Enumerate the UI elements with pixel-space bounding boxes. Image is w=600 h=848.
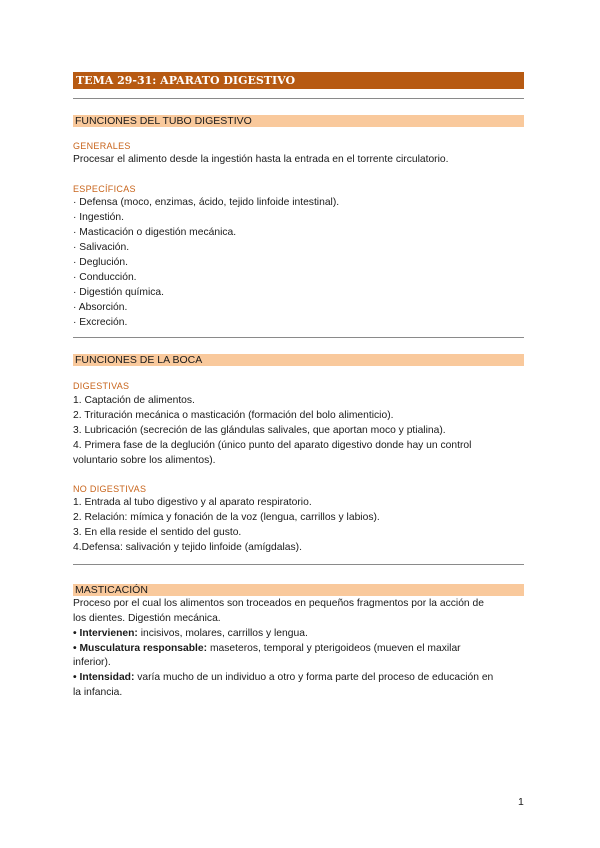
section-heading-tubo: FUNCIONES DEL TUBO DIGESTIVO xyxy=(73,115,524,127)
list-item: · Digestión química. xyxy=(73,287,164,298)
list-item: 4. Primera fase de la deglución (único punto del aparato digestivo donde hay un control xyxy=(73,440,472,451)
list-item: 1. Captación de alimentos. xyxy=(73,395,195,406)
divider xyxy=(73,98,524,99)
paragraph-line: los dientes. Digestión mecánica. xyxy=(73,613,221,624)
document-title: TEMA 29-31: APARATO DIGESTIVO xyxy=(73,72,524,89)
list-item: · Absorción. xyxy=(73,302,128,313)
list-item: 3. En ella reside el sentido del gusto. xyxy=(73,527,242,538)
subheading-digestivas: DIGESTIVAS xyxy=(73,381,130,391)
page-number: 1 xyxy=(518,796,524,808)
list-item: · Masticación o digestión mecánica. xyxy=(73,227,237,238)
intervienen-text: incisivos, molares, carrillos y lengua. xyxy=(137,628,308,639)
list-item: 1. Entrada al tubo digestivo y al aparato respiratorio. xyxy=(73,497,312,508)
musculatura-text: maseteros, temporal y pterigoideos (mueven el maxilar xyxy=(207,643,461,654)
list-item: 4.Defensa: salivación y tejido linfoide (amígdalas). xyxy=(73,542,302,553)
musculatura-line xyxy=(73,642,528,656)
generales-text: Procesar el alimento desde la ingestión hasta la entrada en el torrente circulatorio. xyxy=(73,154,449,165)
intensidad-text: varía mucho de un individuo a otro y forma parte del proceso de educación en xyxy=(134,672,494,683)
intervienen-line xyxy=(73,627,528,641)
paragraph-line: la infancia. xyxy=(73,687,123,698)
subheading-generales: GENERALES xyxy=(73,141,131,151)
musculatura-label: • Musculatura responsable: xyxy=(73,643,208,654)
list-item: · Deglución. xyxy=(73,257,128,268)
section-heading-masticacion: MASTICACIÓN xyxy=(73,584,524,596)
list-item: 2. Relación: mímica y fonación de la voz (lengua, carrillos y labios). xyxy=(73,512,380,523)
paragraph-line: Proceso por el cual los alimentos son troceados en pequeños fragmentos por la acción de xyxy=(73,598,484,609)
intensidad-line xyxy=(73,671,528,685)
list-item: 2. Trituración mecánica o masticación (formación del bolo alimenticio). xyxy=(73,410,394,421)
list-item: 3. Lubricación (secreción de las glándulas salivales, que aportan moco y ptialina). xyxy=(73,425,446,436)
divider xyxy=(73,337,524,338)
list-item: · Ingestión. xyxy=(73,212,124,223)
subheading-especificas: ESPECÍFICAS xyxy=(73,184,136,194)
list-item: · Salivación. xyxy=(73,242,130,253)
intensidad-label: • Intensidad: xyxy=(73,672,135,683)
subheading-no-digestivas: NO DIGESTIVAS xyxy=(73,484,147,494)
intervienen-label: • Intervienen: xyxy=(73,628,138,639)
section-heading-boca: FUNCIONES DE LA BOCA xyxy=(73,354,524,366)
list-item: · Defensa (moco, enzimas, ácido, tejido linfoide intestinal). xyxy=(73,197,340,208)
paragraph-line: inferior). xyxy=(73,657,111,668)
list-item: · Conducción. xyxy=(73,272,137,283)
divider xyxy=(73,564,524,565)
list-item: voluntario sobre los alimentos). xyxy=(73,455,216,466)
list-item: · Excreción. xyxy=(73,317,128,328)
